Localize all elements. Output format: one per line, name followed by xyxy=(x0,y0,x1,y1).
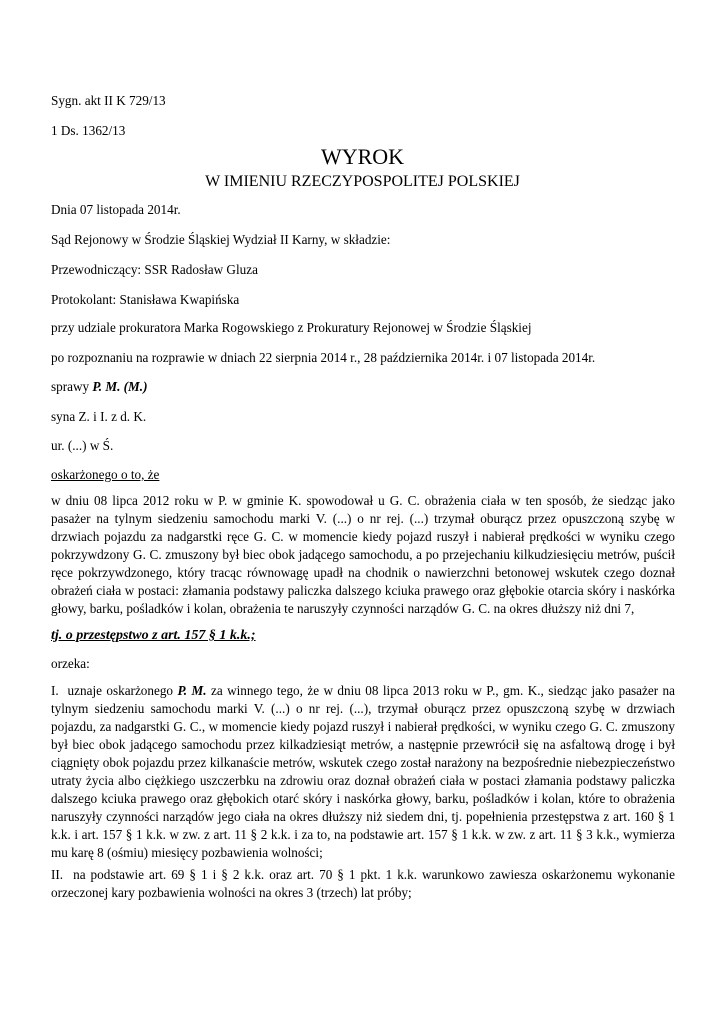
presiding-judge: Przewodniczący: SSR Radosław Gluza xyxy=(51,262,258,277)
charge-heading: oskarżonego o to, że xyxy=(51,467,160,482)
offense-qualification: tj. o przestępstwo z art. 157 § 1 k.k.; xyxy=(51,628,256,643)
ruling-item-text-before: uznaje oskarżonego xyxy=(67,683,178,698)
defendant-parents: syna Z. i I. z d. K. xyxy=(51,409,147,424)
case-prefix: sprawy xyxy=(51,379,93,394)
ruling-item-text-after: za winnego tego, że w dniu 08 lipca 2013 roku w P., gm. K., siedząc jako pasażer na tylnym siedzeniu samochodu marki V. (...) o nr rej. (...), trzymał oburącz przez opuszczoną szybę w drzwiach pojazdu, za nadgarstki G. C., w momencie kiedy pojazd ruszył i nabierał prędkości, w wyniku czego G. C. zmuszony był biec obok jadącego samochodu przez kilkadziesiąt metrów, a następnie przewrócił się na asfaltową drogę i był ciągnięty obok pojazdu przez kilkanaście metrów, wskutek czego został narażony na bezpośrednie niebezpieczeństwo utraty życia albo ciężkiego uszczerbku na zdrowiu oraz doznał obrażeń ciała w postaci złamania podstawy paliczka dalszego kciuka prawego oraz głębokich otarć skóry i naskórka głowy, barku, pośladków i kolan, które to obrażenia naruszyły czynności narządów jego ciała na okres dłuższy niż siedem dni, tj. popełnienia przestępstwa z art. 160 § 1 k.k. i art. 157 § 1 k.k. w zw. z art. 11 § 2 k.k. i za to, na podstawie art. 157 § 1 k.k. w zw. z art. 11 § 3 k.k., wymierza mu karę 8 (ośmiu) miesięcy pozbawienia wolności; xyxy=(51,683,675,860)
document-title: WYROK xyxy=(320,144,405,169)
court-composition: Sąd Rejonowy w Środzie Śląskiej Wydział II Karny, w składzie: xyxy=(51,232,391,247)
charge-description: w dniu 08 lipca 2012 roku w P. w gminie K. spowodował u G. C. obrażenia ciała w ten sposób, że siedząc jako pasażer na tylnym siedzeniu samochodu marki V. (...) o nr rej. (...) trzymał oburącz przez opuszczoną szybę w drzwiach pojazdu za nadgarstki ręce G. C. w momencie kiedy pojazd ruszył i nabierał prędkości w wyniku czego pokrzywdzony G. C. zmuszony był biec obok jadącego samochodu, a po przejechaniu kilkudziesięciu metrów, puścił ręce pokrzywdzonego, który tracąc równowagę upadł na chodnik o nawierzchni betonowej wskutek czego doznał obrażeń ciała w postaci: złamania podstawy paliczka dalszego kciuka prawego oraz głębokie otarcia skóry i naskórka głowy, barku, pośladków i kolan, obrażenia te naruszyły czynności narządów G. C. na okres dłuższy niż dni 7, xyxy=(51,493,675,616)
prosecutor-line: przy udziale prokuratora Marka Rogowskiego z Prokuratury Rejonowej w Środzie Śląskiej xyxy=(51,320,532,335)
ruling-item-2 xyxy=(51,866,675,902)
ruling-item-number: II. xyxy=(51,867,64,882)
judgment-date: Dnia 07 listopada 2014r. xyxy=(51,202,181,217)
hearing-dates: po rozpoznaniu na rozprawie w dniach 22 sierpnia 2014 r., 28 października 2014r. i 07 listopada 2014r. xyxy=(51,350,596,365)
ruling-item-number: I. xyxy=(51,683,59,698)
case-signature: Sygn. akt II K 729/13 xyxy=(51,93,166,108)
ruling-intro: orzeka: xyxy=(51,656,90,671)
document-subtitle: W IMIENIU RZECZYPOSPOLITEJ POLSKIEJ xyxy=(205,173,520,190)
ds-number: 1 Ds. 1362/13 xyxy=(51,123,126,138)
case-of-defendant xyxy=(51,379,147,395)
ruling-item-text: na podstawie art. 69 § 1 i § 2 k.k. oraz art. 70 § 1 pkt. 1 k.k. warunkowo zawiesza oskarżonemu wykonanie orzeczonej kary pozbawienia wolności na okres 3 (trzech) lat próby; xyxy=(51,867,675,900)
court-clerk: Protokolant: Stanisława Kwapińska xyxy=(51,292,240,307)
ruling-item-1 xyxy=(51,682,675,862)
defendant-name-inline: P. M. xyxy=(177,683,207,698)
defendant-birth: ur. (...) w Ś. xyxy=(51,438,114,453)
defendant-name: P. M. (M.) xyxy=(92,379,148,394)
